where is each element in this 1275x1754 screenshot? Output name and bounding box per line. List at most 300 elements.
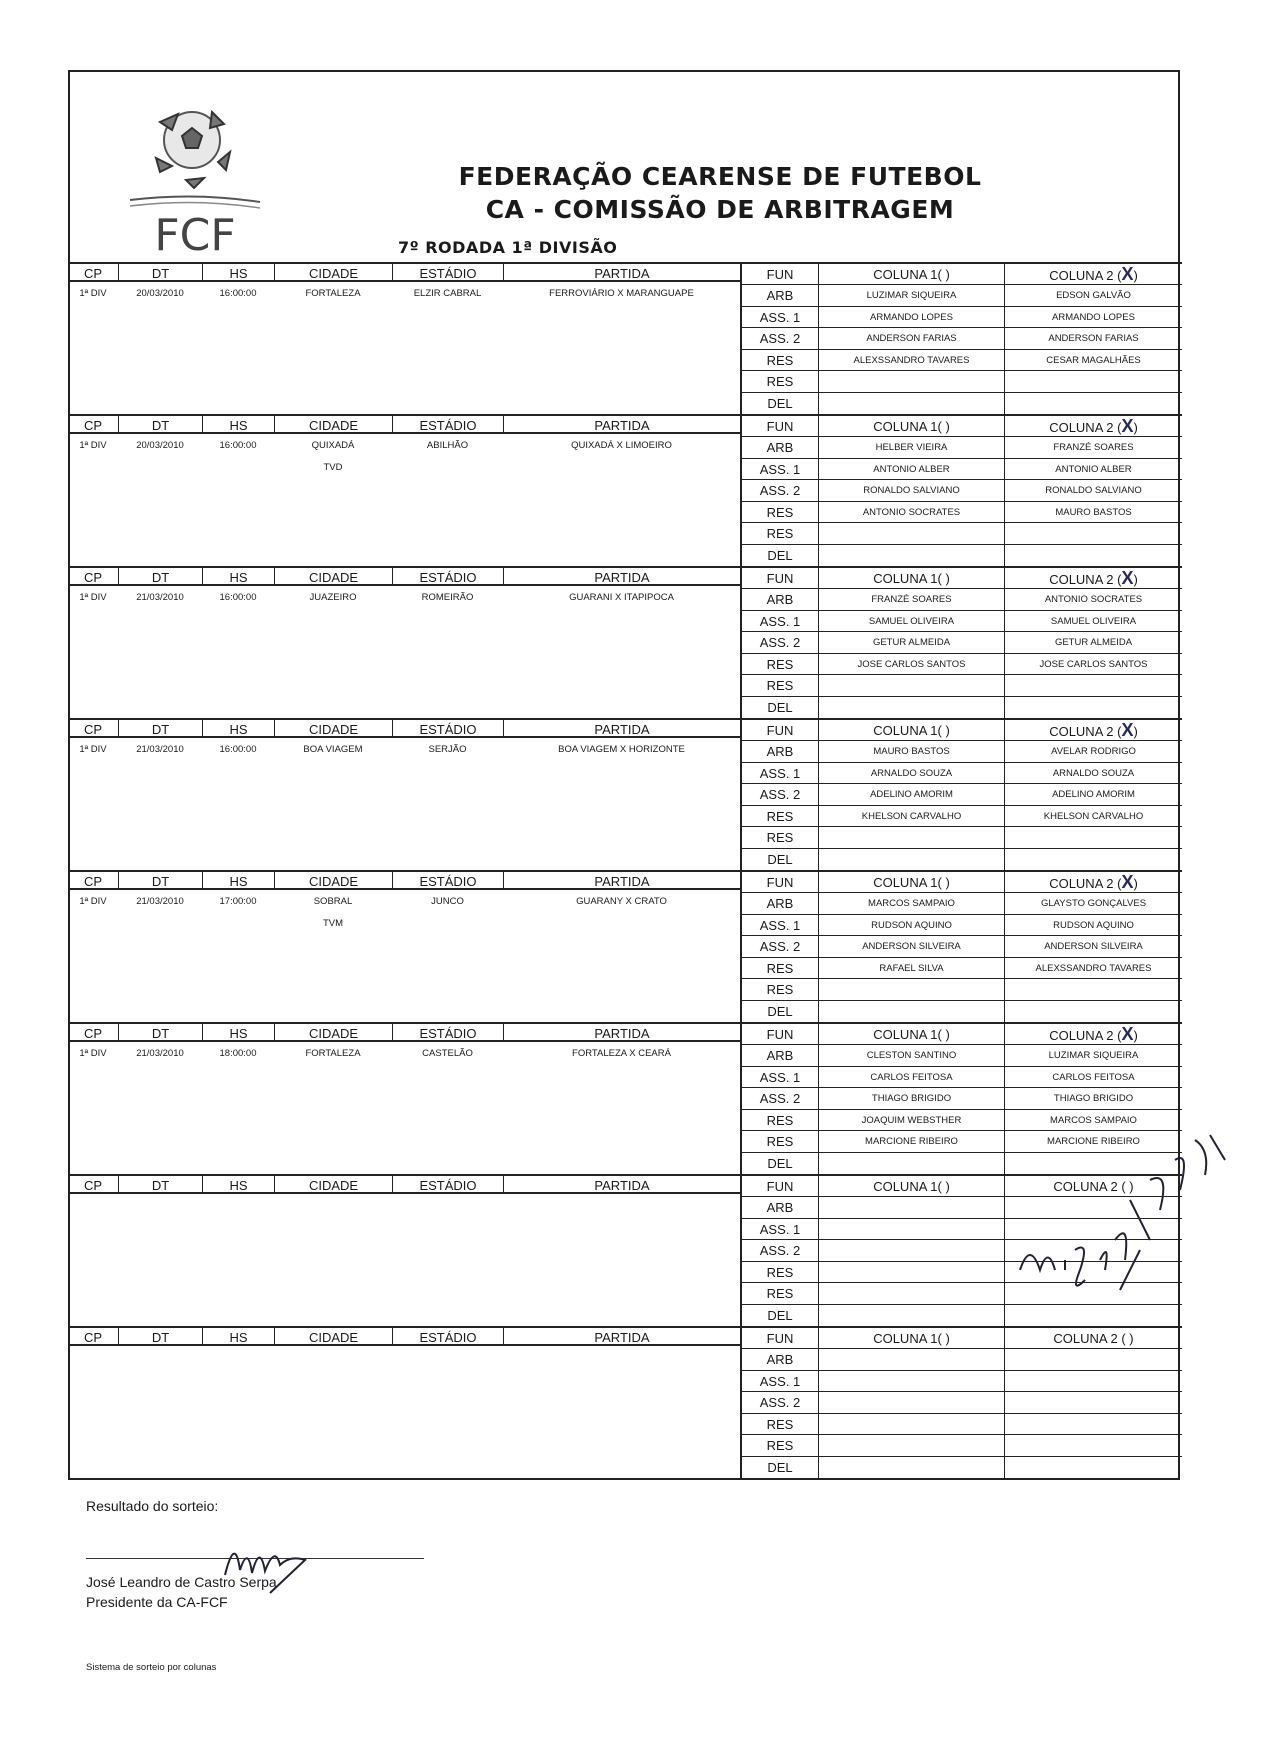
header-cp: CP <box>83 570 103 585</box>
match-cidade: SOBRAL <box>313 896 353 907</box>
function-label: ASS. 2 <box>759 1243 801 1259</box>
header-estadio: ESTÁDIO <box>392 264 503 282</box>
header-estadio: ESTÁDIO <box>392 1176 503 1194</box>
function-label: RES <box>766 678 794 694</box>
signer-name: José Leandro de Castro Serpa <box>86 1574 277 1590</box>
coluna-1-name: CARLOS FEITOSA <box>818 1067 1004 1088</box>
referee-row <box>742 284 1182 306</box>
referee-row <box>742 826 1182 848</box>
coluna-2-prefix: COLUNA 2 ( <box>1049 724 1122 739</box>
function-label: DEL <box>767 548 793 563</box>
match-dt: 21/03/2010 <box>136 896 184 907</box>
match-hs: 16:00:00 <box>219 744 257 755</box>
coluna-2-prefix: COLUNA 2 ( <box>1049 1028 1122 1043</box>
function-label: ASS. 2 <box>759 1395 801 1411</box>
match-estadio: ELZIR CABRAL <box>413 288 482 299</box>
match-block <box>68 414 1180 566</box>
referee-row <box>742 370 1182 392</box>
selected-column-mark: X <box>1121 416 1134 436</box>
referee-row <box>742 458 1182 480</box>
coluna-1-name <box>818 1262 1004 1283</box>
coluna-2-name <box>1004 1001 1182 1022</box>
system-note: Sistema de sorteio por colunas <box>86 1662 217 1673</box>
referee-table <box>740 1326 1182 1478</box>
header-hs: HS <box>202 416 274 434</box>
function-label: ASS. 2 <box>759 1091 801 1107</box>
match-info <box>68 1044 740 1174</box>
coluna-2-name: KHELSON CARVALHO <box>1004 806 1182 827</box>
left-header-row <box>68 566 740 586</box>
coluna-2-name <box>1004 675 1182 696</box>
left-header-row <box>68 262 740 282</box>
coluna-1-name: CLESTON SANTINO <box>818 1045 1004 1066</box>
coluna-2-name <box>1004 849 1182 870</box>
coluna-1-name: ALEXSSANDRO TAVARES <box>818 350 1004 371</box>
header-estadio: ESTÁDIO <box>392 720 503 738</box>
referee-row <box>742 327 1182 349</box>
referee-row <box>742 1370 1182 1392</box>
referee-table <box>740 414 1182 566</box>
coluna-1-name: ANDERSON SILVEIRA <box>818 936 1004 957</box>
function-label: ASS. 2 <box>759 939 801 955</box>
function-label: DEL <box>767 852 793 867</box>
referee-header-row <box>742 1022 1182 1044</box>
referee-header-row <box>742 1326 1182 1348</box>
header-coluna-2 <box>1004 1024 1182 1045</box>
coluna-2-name: ARMANDO LOPES <box>1004 307 1182 328</box>
referee-header-row <box>742 566 1182 588</box>
header-partida: PARTIDA <box>503 720 740 738</box>
header-partida: PARTIDA <box>503 1176 740 1194</box>
header-cp: CP <box>83 1026 103 1041</box>
match-partida: BOA VIAGEM X HORIZONTE <box>558 744 685 755</box>
match-tv: TVM <box>322 918 344 929</box>
function-label: RES <box>766 982 794 998</box>
referee-row <box>742 674 1182 696</box>
header-estadio: ESTÁDIO <box>392 872 503 890</box>
header-partida: PARTIDA <box>503 416 740 434</box>
function-label: DEL <box>767 1156 793 1171</box>
match-partida: FERROVIÁRIO X MARANGUAPE <box>549 288 694 299</box>
header-dt: DT <box>118 568 202 586</box>
match-estadio: ABILHÃO <box>426 440 469 451</box>
function-label: RES <box>766 808 794 824</box>
match-cidade: QUIXADÁ <box>311 440 355 451</box>
match-hs: 18:00:00 <box>219 1048 257 1059</box>
header-cidade: CIDADE <box>274 1176 392 1194</box>
header-dt: DT <box>118 1176 202 1194</box>
header-dt: DT <box>118 1328 202 1346</box>
match-partida: FORTALEZA X CEARÁ <box>572 1048 671 1059</box>
referee-row <box>742 349 1182 371</box>
function-label: RES <box>766 374 794 390</box>
match-info <box>68 892 740 1022</box>
coluna-1-name <box>818 1153 1004 1174</box>
coluna-1-name <box>818 1392 1004 1413</box>
coluna-2-name: ARNALDO SOUZA <box>1004 763 1182 784</box>
referee-table <box>740 262 1182 414</box>
coluna-1-name <box>818 1197 1004 1218</box>
match-estadio: JUNCO <box>431 896 464 907</box>
match-cp: 1ª DIV <box>79 744 107 755</box>
coluna-1-name: THIAGO BRIGIDO <box>818 1088 1004 1109</box>
match-info <box>68 284 740 414</box>
function-label: ARB <box>766 896 794 911</box>
function-label: ARB <box>766 744 794 759</box>
header-fun: FUN <box>766 419 794 434</box>
referee-row <box>742 610 1182 632</box>
referee-table <box>740 870 1182 1022</box>
coluna-2-name: ADELINO AMORIM <box>1004 784 1182 805</box>
header-coluna-1: COLUNA 1( ) <box>818 1024 1004 1045</box>
header-cp: CP <box>83 1178 103 1193</box>
coluna-2-name: ALEXSSANDRO TAVARES <box>1004 958 1182 979</box>
left-header-row <box>68 414 740 434</box>
header-fun: FUN <box>766 1331 794 1346</box>
coluna-2-name <box>1004 523 1182 544</box>
header-coluna-1: COLUNA 1( ) <box>818 568 1004 589</box>
header-estadio: ESTÁDIO <box>392 1024 503 1042</box>
coluna-2-name: MAURO BASTOS <box>1004 502 1182 523</box>
match-dt: 21/03/2010 <box>136 1048 184 1059</box>
coluna-2-name: RUDSON AQUINO <box>1004 915 1182 936</box>
header-coluna-1: COLUNA 1( ) <box>818 416 1004 437</box>
function-label: RES <box>766 352 794 368</box>
header-coluna-2 <box>1004 568 1182 589</box>
coluna-2-name: MARCOS SAMPAIO <box>1004 1110 1182 1131</box>
header-hs: HS <box>202 872 274 890</box>
function-label: ARB <box>766 1352 794 1367</box>
header-coluna-1: COLUNA 1( ) <box>818 1328 1004 1349</box>
function-label: ASS. 2 <box>759 787 801 803</box>
coluna-1-name <box>818 1219 1004 1240</box>
referee-row <box>742 1087 1182 1109</box>
selected-column-mark: X <box>1121 720 1134 740</box>
coluna-1-name <box>818 1001 1004 1022</box>
handwritten-signature <box>1010 1120 1230 1320</box>
referee-row <box>742 805 1182 827</box>
coluna-2-name <box>1004 827 1182 848</box>
signer-role: Presidente da CA-FCF <box>86 1594 228 1610</box>
coluna-1-name <box>818 675 1004 696</box>
match-partida: GUARANY X CRATO <box>576 896 667 907</box>
coluna-2-name: GETUR ALMEIDA <box>1004 632 1182 653</box>
function-label: RES <box>766 1112 794 1128</box>
match-partida: GUARANI X ITAPIPOCA <box>569 592 674 603</box>
header-coluna-2: COLUNA 2 ( ) <box>1004 1176 1182 1197</box>
header-coluna-2 <box>1004 264 1182 285</box>
referee-header-row <box>742 718 1182 740</box>
coluna-1-name: SAMUEL OLIVEIRA <box>818 611 1004 632</box>
coluna-1-name: ARMANDO LOPES <box>818 307 1004 328</box>
header-cp: CP <box>83 874 103 889</box>
coluna-1-name: JOAQUIM WEBSTHER <box>818 1110 1004 1131</box>
coluna-2-suffix: ) <box>1133 420 1138 435</box>
commission-name: CA - COMISSÃO DE ARBITRAGEM <box>485 195 955 224</box>
coluna-2-name: ANDERSON FARIAS <box>1004 328 1182 349</box>
coluna-2-prefix: COLUNA 2 ( <box>1049 268 1122 283</box>
referee-row <box>742 957 1182 979</box>
selected-column-mark: X <box>1121 1024 1134 1044</box>
coluna-2-name: AVELAR RODRIGO <box>1004 741 1182 762</box>
header-cidade: CIDADE <box>274 1024 392 1042</box>
coluna-2-name <box>1004 371 1182 392</box>
header-cidade: CIDADE <box>274 264 392 282</box>
match-tv: TVD <box>323 462 343 473</box>
header-partida: PARTIDA <box>503 568 740 586</box>
referee-row <box>742 762 1182 784</box>
coluna-2-name: EDSON GALVÃO <box>1004 285 1182 306</box>
match-block <box>68 1326 1180 1478</box>
left-header-row <box>68 1174 740 1194</box>
coluna-2-name: THIAGO BRIGIDO <box>1004 1088 1182 1109</box>
header-estadio: ESTÁDIO <box>392 568 503 586</box>
coluna-2-name <box>1004 1371 1182 1392</box>
referee-row <box>742 544 1182 566</box>
header-partida: PARTIDA <box>503 1024 740 1042</box>
referee-row <box>742 740 1182 762</box>
coluna-2-prefix: COLUNA 2 ( <box>1049 572 1122 587</box>
coluna-2-name: SAMUEL OLIVEIRA <box>1004 611 1182 632</box>
function-label: ASS. 1 <box>759 461 801 477</box>
header-cidade: CIDADE <box>274 720 392 738</box>
header-dt: DT <box>118 720 202 738</box>
header-coluna-2: COLUNA 2 ( ) <box>1004 1328 1182 1349</box>
function-label: ASS. 1 <box>759 1221 801 1237</box>
coluna-1-name: MARCOS SAMPAIO <box>818 893 1004 914</box>
referee-row <box>742 1348 1182 1370</box>
function-label: RES <box>766 1286 794 1302</box>
coluna-1-name: KHELSON CARVALHO <box>818 806 1004 827</box>
match-cidade: JUAZEIRO <box>309 592 357 603</box>
round-title: 7º RODADA 1ª DIVISÃO <box>398 238 618 257</box>
function-label: ARB <box>766 1048 794 1063</box>
function-label: RES <box>766 656 794 672</box>
header-partida: PARTIDA <box>503 264 740 282</box>
coluna-1-name: RUDSON AQUINO <box>818 915 1004 936</box>
coluna-2-suffix: ) <box>1133 268 1138 283</box>
coluna-1-name: ANTONIO ALBER <box>818 459 1004 480</box>
match-dt: 20/03/2010 <box>136 440 184 451</box>
coluna-1-name <box>818 697 1004 718</box>
fcf-logo <box>120 100 270 260</box>
coluna-2-suffix: ) <box>1133 1028 1138 1043</box>
coluna-2-name <box>1004 545 1182 566</box>
match-dt: 21/03/2010 <box>136 592 184 603</box>
header-hs: HS <box>202 1176 274 1194</box>
match-block <box>68 718 1180 870</box>
header-cp: CP <box>83 418 103 433</box>
header-coluna-1: COLUNA 1( ) <box>818 720 1004 741</box>
coluna-2-name: FRANZÉ SOARES <box>1004 437 1182 458</box>
referee-row <box>742 306 1182 328</box>
referee-row <box>742 783 1182 805</box>
coluna-1-name: MARCIONE RIBEIRO <box>818 1131 1004 1152</box>
match-info <box>68 740 740 870</box>
match-block <box>68 566 1180 718</box>
coluna-2-name <box>1004 1414 1182 1435</box>
coluna-1-name <box>818 1283 1004 1304</box>
function-label: ASS. 1 <box>759 917 801 933</box>
coluna-1-name: JOSE CARLOS SANTOS <box>818 654 1004 675</box>
referee-row <box>742 588 1182 610</box>
function-label: ARB <box>766 288 794 303</box>
function-label: RES <box>766 960 794 976</box>
result-label: Resultado do sorteio: <box>86 1498 219 1514</box>
header-coluna-1: COLUNA 1( ) <box>818 264 1004 285</box>
referee-row <box>742 1413 1182 1435</box>
coluna-2-name: MARCIONE RIBEIRO <box>1004 1131 1182 1152</box>
function-label: ASS. 2 <box>759 331 801 347</box>
referee-row <box>742 392 1182 414</box>
referee-row <box>742 914 1182 936</box>
referee-row <box>742 848 1182 870</box>
coluna-1-name <box>818 545 1004 566</box>
referee-row <box>742 892 1182 914</box>
match-info <box>68 1348 740 1478</box>
coluna-2-suffix: ) <box>1133 572 1138 587</box>
coluna-1-name: ADELINO AMORIM <box>818 784 1004 805</box>
header-coluna-1: COLUNA 1( ) <box>818 872 1004 893</box>
match-hs: 16:00:00 <box>219 288 257 299</box>
coluna-2-name <box>1004 1435 1182 1456</box>
referee-row <box>742 1434 1182 1456</box>
function-label: RES <box>766 526 794 542</box>
referee-row <box>742 501 1182 523</box>
coluna-1-name <box>818 827 1004 848</box>
header-hs: HS <box>202 1328 274 1346</box>
header-coluna-2 <box>1004 416 1182 437</box>
coluna-1-name <box>818 1371 1004 1392</box>
match-hs: 17:00:00 <box>219 896 257 907</box>
header-cidade: CIDADE <box>274 1328 392 1346</box>
referee-row <box>742 1391 1182 1413</box>
function-label: RES <box>766 1134 794 1150</box>
coluna-1-name <box>818 1349 1004 1370</box>
coluna-1-name <box>818 523 1004 544</box>
function-label: RES <box>766 830 794 846</box>
coluna-1-name: ARNALDO SOUZA <box>818 763 1004 784</box>
coluna-2-name: ANTONIO ALBER <box>1004 459 1182 480</box>
coluna-1-name: GETUR ALMEIDA <box>818 632 1004 653</box>
header-fun: FUN <box>766 875 794 890</box>
header-fun: FUN <box>766 723 794 738</box>
match-block <box>68 262 1180 414</box>
function-label: ASS. 1 <box>759 1373 801 1389</box>
function-label: RES <box>766 504 794 520</box>
header-dt: DT <box>118 872 202 890</box>
match-partida: QUIXADÁ X LIMOEIRO <box>571 440 672 451</box>
referee-row <box>742 653 1182 675</box>
match-info <box>68 1196 740 1326</box>
coluna-2-prefix: COLUNA 2 ( <box>1049 876 1122 891</box>
logo-text: FCF <box>154 210 236 260</box>
match-cidade: FORTALEZA <box>305 288 361 299</box>
function-label: ASS. 1 <box>759 765 801 781</box>
function-label: ASS. 1 <box>759 1069 801 1085</box>
header-coluna-2 <box>1004 720 1182 741</box>
coluna-2-name <box>1004 697 1182 718</box>
match-cp: 1ª DIV <box>79 440 107 451</box>
header-fun: FUN <box>766 571 794 586</box>
header-coluna-2 <box>1004 872 1182 893</box>
header-cidade: CIDADE <box>274 568 392 586</box>
coluna-1-name <box>818 979 1004 1000</box>
coluna-2-name <box>1004 393 1182 414</box>
header-hs: HS <box>202 264 274 282</box>
coluna-2-name <box>1004 1392 1182 1413</box>
referee-row <box>742 1044 1182 1066</box>
referee-table <box>740 566 1182 718</box>
function-label: ASS. 2 <box>759 635 801 651</box>
header-coluna-1: COLUNA 1( ) <box>818 1176 1004 1197</box>
coluna-2-prefix: COLUNA 2 ( <box>1049 420 1122 435</box>
coluna-2-name: RONALDO SALVIANO <box>1004 480 1182 501</box>
referee-row <box>742 978 1182 1000</box>
match-dt: 20/03/2010 <box>136 288 184 299</box>
header-hs: HS <box>202 568 274 586</box>
function-label: ARB <box>766 1200 794 1215</box>
coluna-2-name: LUZIMAR SIQUEIRA <box>1004 1045 1182 1066</box>
referee-row <box>742 1456 1182 1478</box>
match-block <box>68 870 1180 1022</box>
function-label: ASS. 1 <box>759 309 801 325</box>
coluna-2-name: JOSE CARLOS SANTOS <box>1004 654 1182 675</box>
match-hs: 16:00:00 <box>219 592 257 603</box>
match-info <box>68 588 740 718</box>
match-estadio: SERJÃO <box>428 744 467 755</box>
coluna-2-suffix: ) <box>1133 724 1138 739</box>
coluna-1-name: ANTONIO SOCRATES <box>818 502 1004 523</box>
header-estadio: ESTÁDIO <box>392 416 503 434</box>
referee-row <box>742 1000 1182 1022</box>
coluna-1-name <box>818 1305 1004 1326</box>
function-label: RES <box>766 1438 794 1454</box>
coluna-2-name <box>1004 1457 1182 1478</box>
header-dt: DT <box>118 416 202 434</box>
function-label: DEL <box>767 1308 793 1323</box>
coluna-2-suffix: ) <box>1133 876 1138 891</box>
coluna-1-name <box>818 371 1004 392</box>
selected-column-mark: X <box>1121 568 1134 588</box>
header-partida: PARTIDA <box>503 872 740 890</box>
coluna-1-name: LUZIMAR SIQUEIRA <box>818 285 1004 306</box>
header-fun: FUN <box>766 1179 794 1194</box>
selected-column-mark: X <box>1121 264 1134 284</box>
header-fun: FUN <box>766 267 794 282</box>
referee-row <box>742 522 1182 544</box>
function-label: ASS. 2 <box>759 483 801 499</box>
match-cp: 1ª DIV <box>79 288 107 299</box>
left-header-row <box>68 1326 740 1346</box>
coluna-1-name: MAURO BASTOS <box>818 741 1004 762</box>
coluna-2-name: ANDERSON SILVEIRA <box>1004 936 1182 957</box>
header-hs: HS <box>202 720 274 738</box>
referee-header-row <box>742 262 1182 284</box>
function-label: ASS. 1 <box>759 613 801 629</box>
selected-column-mark: X <box>1121 872 1134 892</box>
header-hs: HS <box>202 1024 274 1042</box>
header-fun: FUN <box>766 1027 794 1042</box>
header-estadio: ESTÁDIO <box>392 1328 503 1346</box>
match-dt: 21/03/2010 <box>136 744 184 755</box>
function-label: RES <box>766 1264 794 1280</box>
left-header-row <box>68 718 740 738</box>
referee-row <box>742 436 1182 458</box>
referee-row <box>742 479 1182 501</box>
match-cp: 1ª DIV <box>79 1048 107 1059</box>
coluna-2-name <box>1004 1349 1182 1370</box>
